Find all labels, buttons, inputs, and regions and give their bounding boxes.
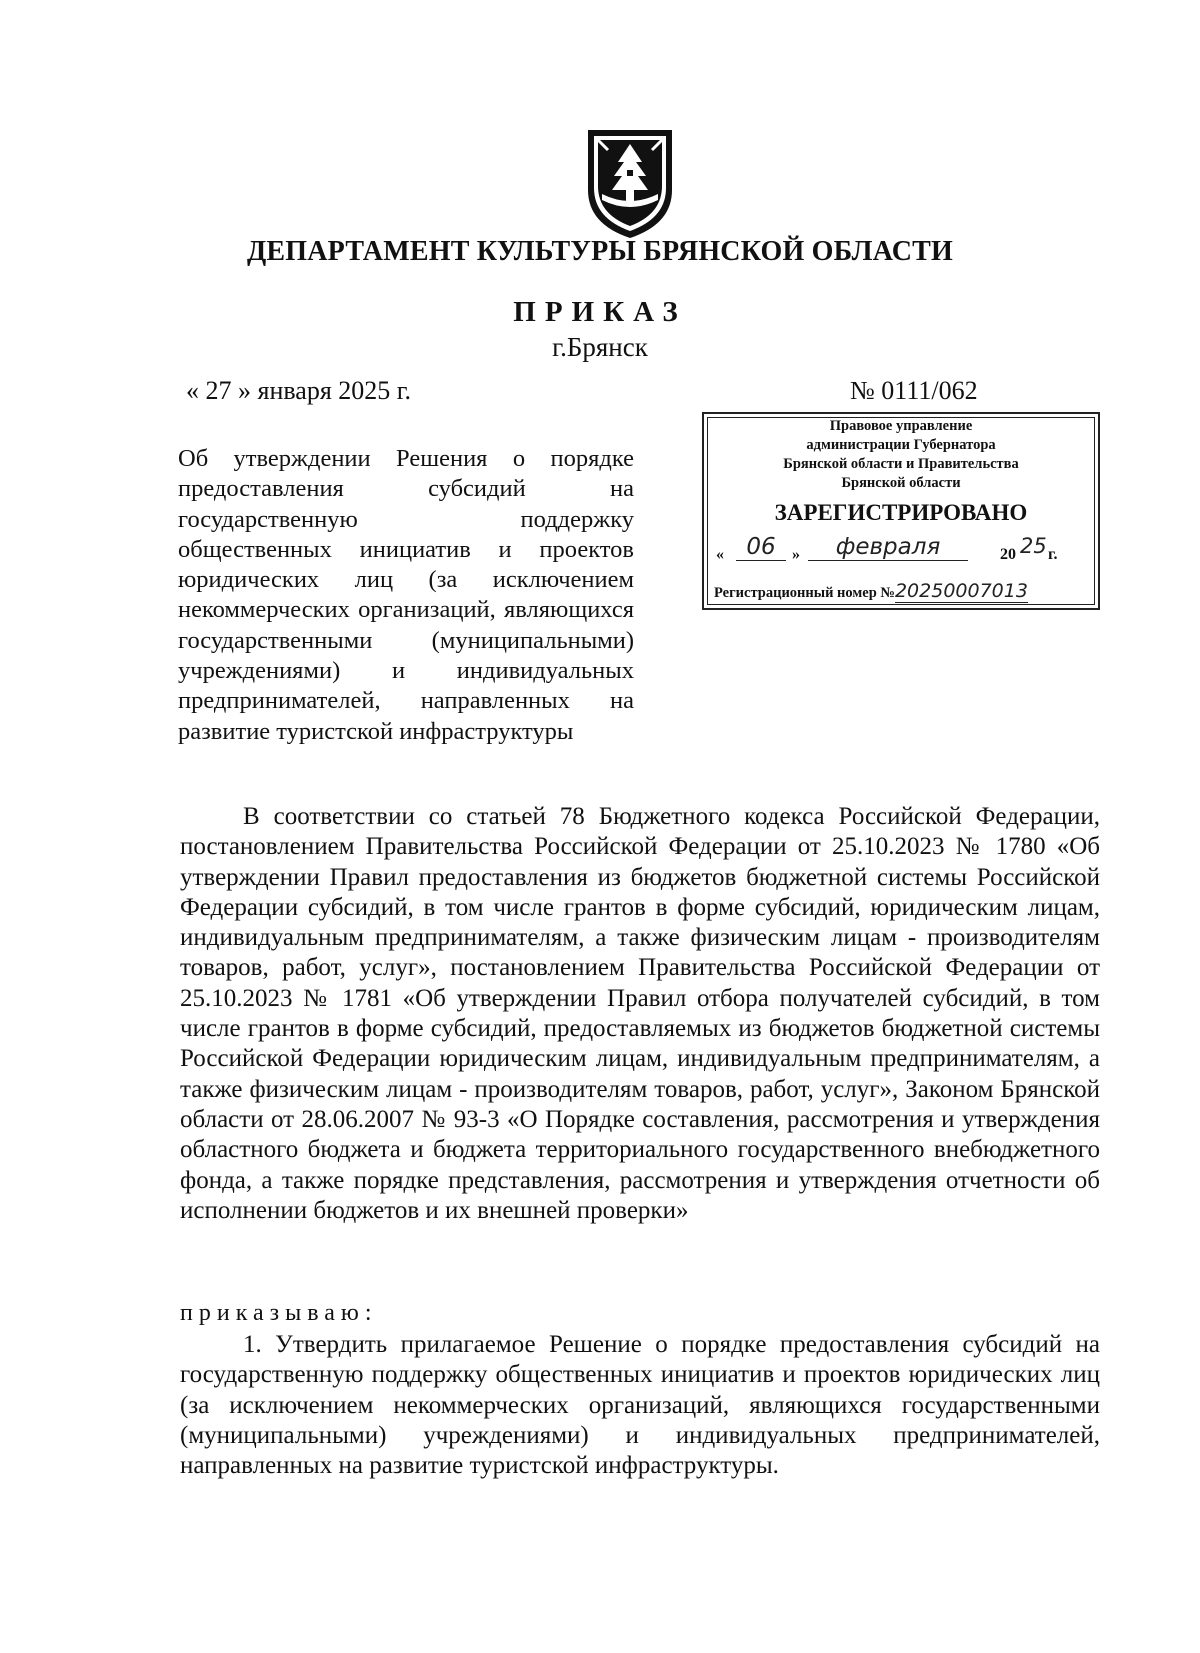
- stamp-line-4: Брянской области: [841, 475, 961, 491]
- stamp-date-open: «: [716, 546, 724, 563]
- order-item-1-text: 1. Утвердить прилагаемое Решение о порядке предоставления субсидий на государственную поддержку общественных инициатив и проектов юридических лиц (за исключением некоммерческих организаций, являющихся государственными (муниципальными) учреждениями) и индивидуальных предпринимателей, направленных на развитие туристской инфраструктуры.: [180, 1331, 1100, 1480]
- stamp-reg-number-row: [714, 580, 1028, 602]
- department-title: ДЕПАРТАМЕНТ КУЛЬТУРЫ БРЯНСКОЙ ОБЛАСТИ: [246, 236, 954, 267]
- order-subject: Об утверждении Решения о порядке предоставления субсидий на государственную поддержку общественных инициатив и проектов юридических лиц (за исключением некоммерческих организаций, являющихся государственными (муниципальными) учреждениями) и индивидуальных предпринимателей, направленных на развитие туристской инфраструктуры: [178, 445, 634, 745]
- stamp-date-row: [714, 536, 1088, 568]
- preamble-text: В соответствии со статьей 78 Бюджетного кодекса Российской Федерации, постановлением Правительства Российской Федерации от 25.10.2023 № 1780 «Об утверждении Правил предоставления из бюджетов бюджетной системы Российской Федерации субсидий, в том числе грантов в форме субсидий, юридическим лицам, индивидуальным предпринимателям, а также физическим лицам - производителям товаров, работ, услуг», постановлением Правительства Российской Федерации от 25.10.2023 № 1781 «Об утверждении Правил отбора получателей субсидий, в том числе грантов в форме субсидий, предоставляемых из бюджетов бюджетной системы Российской Федерации юридическим лицам, индивидуальным предпринимателям, а также физическим лицам - производителям товаров, работ, услуг», Законом Брянской области от 28.06.2007 № 93-3 «О Порядке составления, рассмотрения и утверждения областного бюджета и бюджета территориального государственного внебюджетного фонда, а также порядке представления, рассмотрения и утверждения отчетности об исполнении бюджетов и их внешней проверки»: [180, 803, 1100, 1224]
- stamp-day: 06: [736, 534, 786, 561]
- order-date: « 27 » января 2025 г.: [186, 376, 412, 405]
- document-type-heading: ПРИКАЗ: [513, 296, 687, 328]
- stamp-status: ЗАРЕГИСТРИРОВАНО: [774, 500, 1028, 525]
- preamble-paragraph: [180, 802, 1100, 1226]
- stamp-reg-number: 20250007013: [894, 580, 1028, 602]
- orders-word: приказываю:: [180, 1300, 378, 1326]
- order-number: № 0111/062: [850, 376, 978, 405]
- order-item-1: [180, 1330, 1100, 1481]
- stamp-year-suffix: 25: [1020, 534, 1047, 558]
- stamp-line-1: Правовое управление: [829, 418, 973, 434]
- stamp-date-sep: »: [792, 546, 800, 563]
- bryansk-coat-of-arms-icon: [584, 128, 676, 240]
- stamp-month: февраля: [808, 534, 968, 561]
- stamp-line-3: Брянской области и Правительства: [783, 456, 1019, 472]
- stamp-year-prefix: 20: [1000, 546, 1016, 563]
- stamp-line-2: администрации Губернатора: [806, 437, 996, 453]
- stamp-reg-label: Регистрационный номер №: [714, 585, 895, 601]
- stamp-inner-frame: [707, 417, 1095, 605]
- city-label: г.Брянск: [552, 332, 648, 362]
- stamp-year-end: г.: [1048, 546, 1058, 563]
- registration-stamp: [702, 412, 1100, 610]
